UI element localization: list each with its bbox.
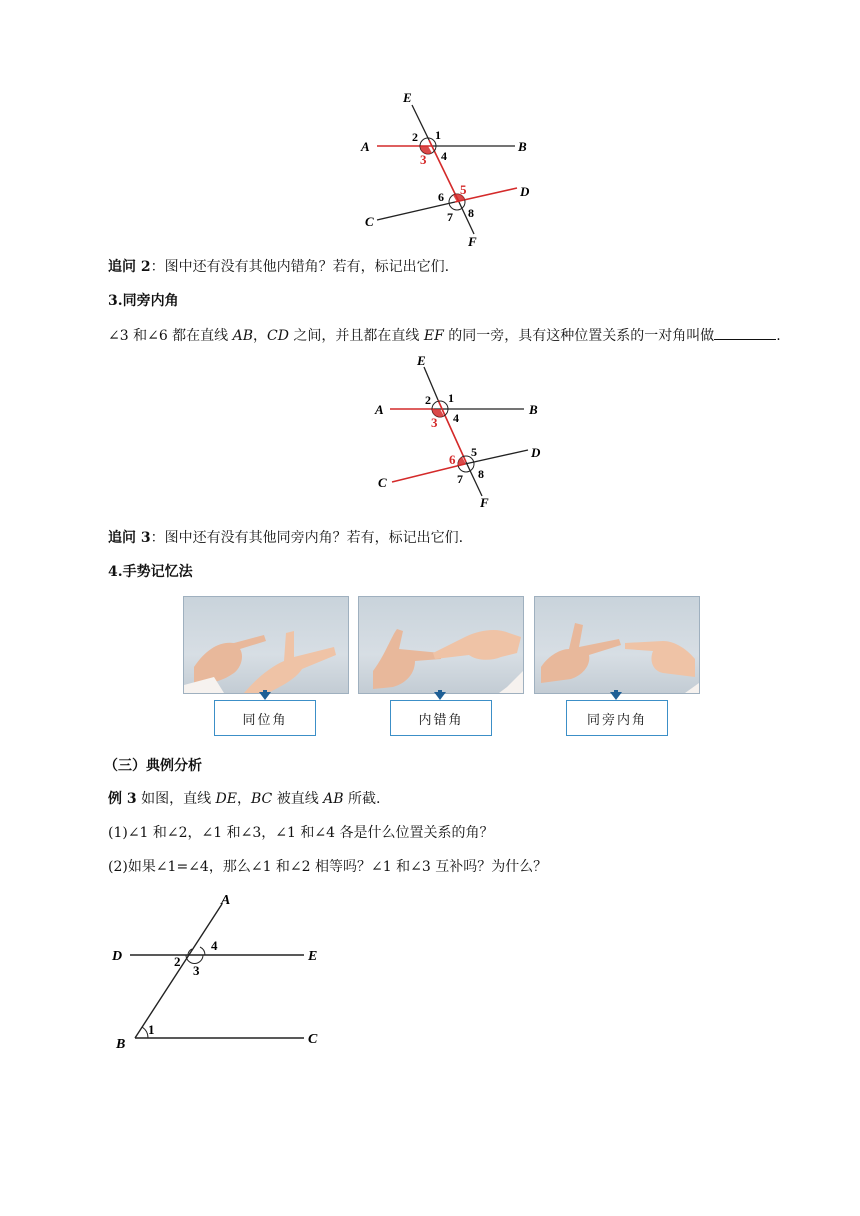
gesture-label-corresponding: 同位角 <box>214 700 316 736</box>
follow-up-question-3 <box>108 528 463 548</box>
fig3-label-A: A <box>221 893 231 908</box>
fig1-angle-8: 8 <box>468 206 474 220</box>
example-text-c: 被直线 <box>272 791 324 807</box>
fig3-label-E: E <box>308 949 318 964</box>
fig2-angle-3: 3 <box>431 415 438 430</box>
fig3-label-C: C <box>308 1032 318 1047</box>
example-bc: BC <box>250 791 273 807</box>
gesture-photo-alternate <box>358 596 524 694</box>
fig1-angle-6: 6 <box>438 190 444 204</box>
fig1-label-A: A <box>361 139 370 154</box>
example-section-title: （三）典例分析 <box>104 758 202 774</box>
gesture-photo-co-interior <box>534 596 700 694</box>
gesture-photo-corresponding <box>183 596 349 694</box>
follow-up-text: ：图中还有没有其他内错角？若有，标记出它们. <box>150 259 450 275</box>
fig2-angle-1: 1 <box>448 391 454 405</box>
example-question-2: (2)如果∠1=∠4，那么∠1 和∠2 相等吗？∠1 和∠3 互补吗？为什么？ <box>108 859 548 875</box>
example-question-1: (1)∠1 和∠2，∠1 和∠3，∠1 和∠4 各是什么位置关系的角？ <box>108 825 494 841</box>
example-text-a: 如图，直线 <box>136 791 216 807</box>
def-ab: AB <box>232 328 254 344</box>
fig2-angle-7: 7 <box>457 472 463 486</box>
fig2-angle-4: 4 <box>453 411 459 425</box>
example-text-d: 所截. <box>343 791 381 807</box>
fig2-label-E: E <box>417 353 426 368</box>
fig3-angle-2: 2 <box>174 954 181 969</box>
fig3-label-D: D <box>112 949 123 964</box>
fig1-angle-4: 4 <box>441 149 447 163</box>
follow-up-label: 追问 3 <box>108 530 151 546</box>
section-3-title: 3.同旁内角 <box>108 293 179 309</box>
follow-up-label: 追问 2 <box>108 259 151 275</box>
gesture-label-co-interior: 同旁内角 <box>566 700 668 736</box>
figure-alternate-angles <box>355 88 545 248</box>
fig3-angle-4: 4 <box>211 938 218 953</box>
fig2-angle-8: 8 <box>478 467 484 481</box>
fig2-angle-5: 5 <box>471 445 477 459</box>
def-tail: . <box>776 328 781 344</box>
fig1-angle-7: 7 <box>447 210 453 224</box>
section-4-title: 4.手势记忆法 <box>108 564 193 580</box>
fig1-label-F: F <box>468 234 477 248</box>
fig1-label-D: D <box>520 184 530 199</box>
fig2-angle-2: 2 <box>425 393 431 407</box>
fig1-angle-1: 1 <box>435 128 441 142</box>
answer-blank[interactable] <box>714 325 776 340</box>
follow-up-text: ：图中还有没有其他同旁内角？若有，标记出它们. <box>150 530 464 546</box>
example-ab: AB <box>323 791 344 807</box>
fig1-angle-3: 3 <box>420 152 427 167</box>
gesture-label-alternate: 内错角 <box>390 700 492 736</box>
fig2-label-A: A <box>375 402 384 417</box>
fig2-label-D: D <box>531 445 541 460</box>
def-text-b: 之间，并且都在直线 <box>288 328 424 344</box>
fig1-label-C: C <box>365 214 374 229</box>
def-text-a: ∠3 和∠6 都在直线 <box>108 328 233 344</box>
example-text-b: ， <box>236 791 251 807</box>
def-cd: CD <box>267 328 289 344</box>
fig2-label-C: C <box>378 475 387 490</box>
example-de: DE <box>215 791 237 807</box>
fig1-angle-2: 2 <box>412 130 418 144</box>
fig2-label-F: F <box>480 495 489 510</box>
def-comma: ， <box>253 328 268 344</box>
down-arrow-icon <box>610 692 622 700</box>
fig1-label-E: E <box>403 90 412 105</box>
example-3-statement <box>108 789 380 809</box>
fig2-label-B: B <box>529 402 538 417</box>
def-text-c: 的同一旁，具有这种位置关系的一对角叫做 <box>443 328 715 344</box>
fig3-angle-1: 1 <box>148 1022 155 1037</box>
example-label: 例 3 <box>108 791 137 807</box>
down-arrow-icon <box>259 692 271 700</box>
def-ef: EF <box>423 328 444 344</box>
follow-up-question-2 <box>108 257 449 277</box>
down-arrow-icon <box>434 692 446 700</box>
figure-example-3 <box>108 888 338 1058</box>
fig1-angle-5: 5 <box>460 182 467 197</box>
fig3-angle-3: 3 <box>193 963 200 978</box>
fig1-label-B: B <box>518 139 527 154</box>
figure-co-interior-angles <box>362 350 552 510</box>
fig3-label-B: B <box>116 1037 126 1052</box>
section-3-definition <box>108 325 781 346</box>
fig2-angle-6: 6 <box>449 452 456 467</box>
